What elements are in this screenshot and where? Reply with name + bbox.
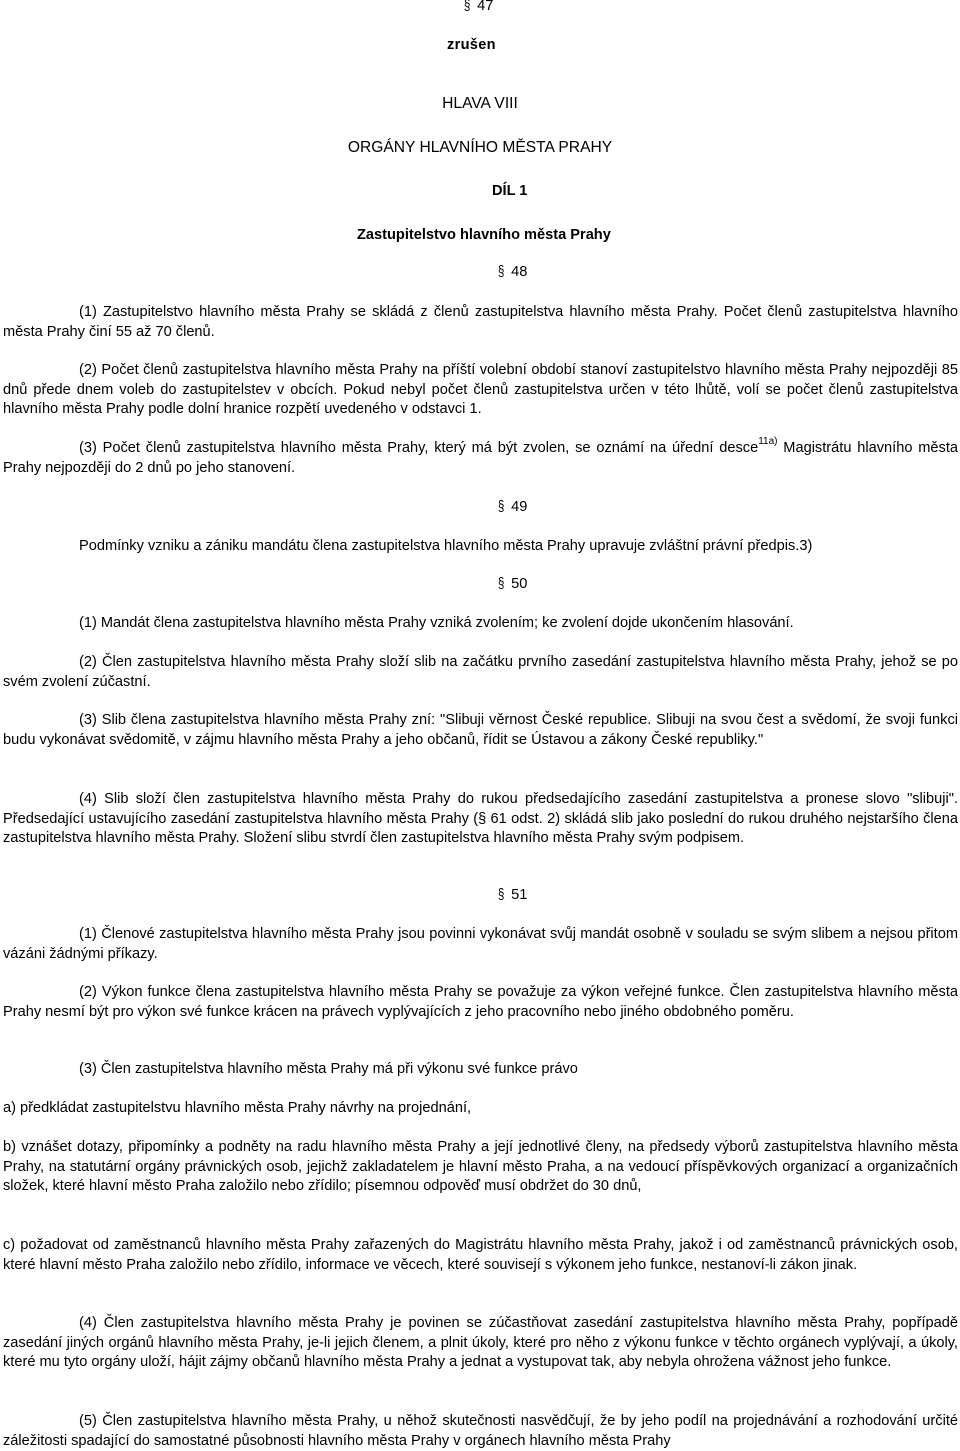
- s48-paragraph-1: (1) Zastupitelstvo hlavního města Prahy se skládá z členů zastupitelstva hlavního města Prahy. Počet členů zastupitelstva hlavního města Prahy činí 55 až 70 členů.: [3, 304, 958, 340]
- s50-paragraph-3: (3) Slib člena zastupitelstva hlavního města Prahy zní: "Slibuji věrnost České republice. Slibuji na svou čest a svědomí, že svoji funkci budu vykonávat svědomitě, v zájmu hlavního města Prahy a jeho občanů, řídit se Ústavou a zákony České republiky.": [3, 712, 958, 748]
- s48-paragraph-3-text: (3) Počet členů zastupitelstva hlavního města Prahy, který má být zvolen, se oznámí na úřední desce: [79, 440, 759, 456]
- s51-paragraph-3: (3) Člen zastupitelstva hlavního města Prahy má při výkonu své funkce právo: [79, 1061, 578, 1077]
- section-number: 50: [511, 576, 528, 592]
- s51-paragraph-5: (5) Člen zastupitelstva hlavního města Prahy, u něhož skutečnosti nasvědčují, že by jeho podíl na projednávání a rozhodování určité záležitosti spadající do samostatné působnosti hlavního města Prahy v orgánech hlavního města Prahy: [3, 1413, 958, 1449]
- section-48-heading: [0, 263, 960, 283]
- s50-paragraph-2: (2) Člen zastupitelstva hlavního města Prahy složí slib na začátku prvního zasedání zastupitelstva hlavního města Prahy, jehož se po svém zvolení zúčastní.: [3, 654, 958, 690]
- section-mark: §: [497, 887, 505, 903]
- s51-paragraph-1: (1) Členové zastupitelstva hlavního města Prahy jsou povinni vykonávat svůj mandát osobně v souladu se svým slibem a nejsou přitom vázáni žádnými příkazy.: [3, 926, 958, 962]
- s48-paragraph-3: [3, 436, 958, 478]
- s50-paragraph-4: (4) Slib složí člen zastupitelstva hlavního města Prahy do rukou předsedajícího zasedání zastupitelstva a pronese slovo "slibuji". Předsedající ustavujícího zasedání zastupitelstva hlavního města Prahy (§ 61 odst. 2) skládá slib jako poslední do rukou druhého nejstaršího člena zastupitelstva hlavního města Prahy. Složení slibu stvrdí člen zastupitelstva hlavního města Prahy svým podpisem.: [3, 791, 958, 847]
- part-title: Zastupitelstvo hlavního města Prahy: [357, 227, 611, 243]
- section-47-heading: [0, 0, 960, 17]
- s51-item-b: b) vznášet dotazy, připomínky a podněty na radu hlavního města Prahy a její jednotlivé členy, na předsedy výborů zastupitelstva hlavního města Prahy, na statutární orgány právnických osob, jejichž zakladatelem je hlavní město Praha, a na vedoucí příspěvkových organizací a organizačních složek, které hlavní město Praha založilo nebo zřídilo; písemnou odpověď musí obdržet do 30 dnů,: [3, 1139, 958, 1195]
- section-mark: §: [463, 0, 471, 14]
- s51-item-c: c) požadovat od zaměstnanců hlavního města Prahy zařazených do Magistrátu hlavního města Prahy, jakož i od zaměstnanců právnických osob, které hlavní město Praha založilo nebo zřídilo, informace ve věcech, které souvisejí s výkonem jeho funkce, nestanoví-li zákon jinak.: [3, 1237, 958, 1273]
- s51-paragraph-4: (4) Člen zastupitelstva hlavního města Prahy je povinen se zúčastňovat zasedání zastupitelstva hlavního města Prahy, popřípadě zasedání jiných orgánů hlavního města Prahy, je-li jejich členem, a plnit úkoly, které pro něho z výkonu funkce v těchto orgánech vyplývají, a úkoly, které mu tyto orgány uloží, hájit zájmy občanů hlavního města Prahy a jednat a vystupovat tak, aby nebyla ohrožena vážnost jeho funkce.: [3, 1315, 958, 1371]
- s48-paragraph-2: (2) Počet členů zastupitelstva hlavního města Prahy na příští volební období stanoví zastupitelstvo hlavního města Prahy nejpozději 85 dnů přede dnem voleb do zastupitelstev v obcích. Pokud nebyl počet členů zastupitelstva určen v této lhůtě, volí se počet členů zastupitelstva hlavního města Prahy podle dolní hranice rozpětí uvedeného v odstavci 1.: [3, 362, 958, 418]
- s51-item-a: a) předkládat zastupitelstvu hlavního města Prahy návrhy na projednání,: [3, 1100, 472, 1116]
- s51-paragraph-2: (2) Výkon funkce člena zastupitelstva hlavního města Prahy se považuje za výkon veřejné funkce. Člen zastupitelstva hlavního města Prahy nesmí být pro výkon své funkce krácen na právech vyplývajících z jeho pracovního nebo jiného obdobného poměru.: [3, 984, 958, 1020]
- section-51-heading: [0, 886, 960, 906]
- section-mark: §: [497, 264, 505, 280]
- s48-paragraph-3-text-end: Magistrátu hlavního města Prahy nejpozději do 2 dnů po jeho stanovení.: [3, 440, 958, 476]
- part-number: DÍL 1: [492, 183, 528, 199]
- head-number: HLAVA VIII: [442, 95, 518, 112]
- section-49-heading: [0, 498, 960, 518]
- footnote-ref-11a[interactable]: 11a): [758, 436, 778, 447]
- repealed-note: zrušen: [447, 37, 496, 53]
- section-number: 47: [477, 0, 494, 14]
- s50-paragraph-1: (1) Mandát člena zastupitelstva hlavního města Prahy vzniká zvolením; ke zvolení dojde ukončením hlasování.: [79, 615, 794, 631]
- section-50-heading: [0, 575, 960, 595]
- head-title: ORGÁNY HLAVNÍHO MĚSTA PRAHY: [347, 139, 613, 156]
- s49-paragraph-1: Podmínky vzniku a zániku mandátu člena zastupitelstva hlavního města Prahy upravuje zvláštní právní předpis.3): [79, 538, 813, 554]
- section-mark: §: [497, 499, 505, 515]
- section-number: 49: [511, 499, 528, 515]
- section-mark: §: [497, 576, 505, 592]
- section-number: 51: [511, 887, 528, 903]
- section-number: 48: [511, 264, 528, 280]
